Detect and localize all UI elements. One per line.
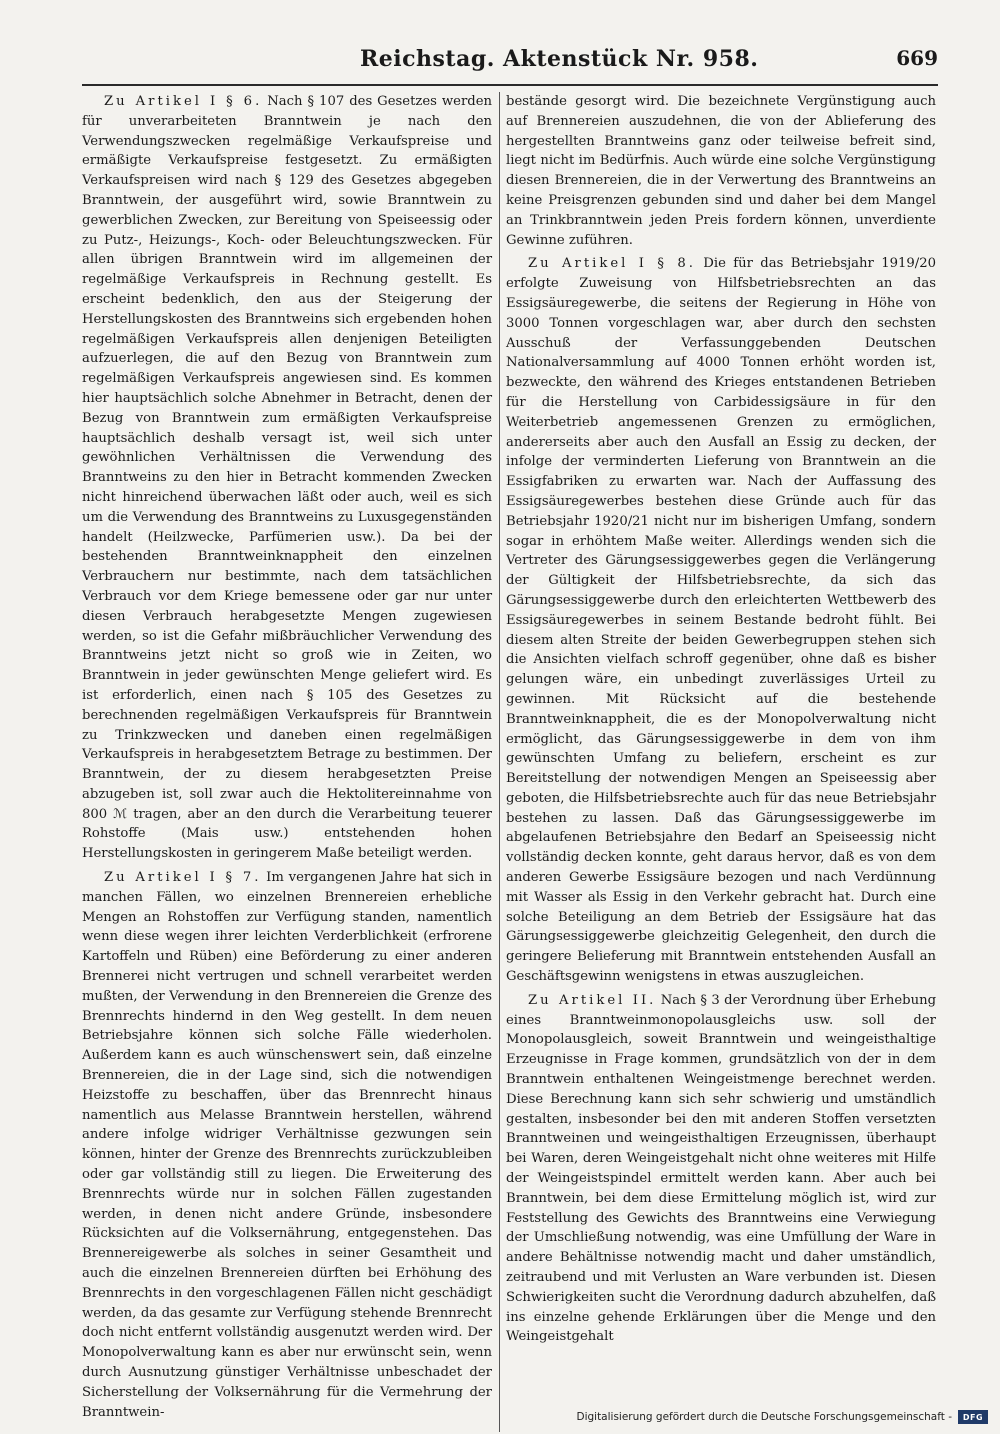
- paragraph-text: Nach § 107 des Gesetzes werden für unverarbeiteten Branntwein je nach den Verwendungszwecken regelmäßige Verkaufspreise und ermäßigte Verkaufspreise festgesetzt. Zu ermäßigten Verkaufspreisen wird nach § 129 des Gesetzes abgegeben Branntwein, der ausgeführt wird, sowie Branntwein zu gewerblichen Zwecken, zur Bereitung von Speiseessig oder zu Putz-, Heizungs-, Koch- oder Beleuchtungszwecken. Für allen übrigen Branntwein wird im allgemeinen der regelmäßige Verkaufspreis in Rechnung gestellt. Es erscheint bedenklich, den aus der Steigerung der Herstellungskosten des Branntweins sich ergebenden hohen regelmäßigen Verkaufspreis allen denjenigen Beteiligten aufzuerlegen, die auf den Bezug von Branntwein zum regelmäßigen Verkaufspreis angewiesen sind. Es kommen hier hauptsächlich solche Abnehmer in Betracht, denen der Bezug von Branntwein zum ermäßigten Verkaufspreise hauptsächlich deshalb versagt ist, weil sich unter gewöhnlichen Verhältnissen die Verwendung des Branntweins zu den hier in Betracht kommenden Zwecken nicht hinreichend überwachen läßt oder auch, weil es sich um die Verwendung des Branntweins zu Luxusgegenständen handelt (Heilzwecke, Parfümerien usw.). Da bei der bestehenden Branntweinknappheit den einzelnen Verbrauchern nur bestimmte, nach dem tatsächlichen Verbrauch vor dem Kriege bemessene oder gar nur unter diesen Verbrauch herabgesetzte Mengen zugewiesen werden, so ist die Gefahr mißbräuchlicher Verwendung des Branntweins jetzt nicht so groß wie in Zeiten, wo Branntwein in jeder gewünschten Menge geliefert wird. Es ist erforderlich, einen nach § 105 des Gesetzes zu berechnenden regelmäßigen Verkaufspreis für Branntwein zu Trinkzwecken und daneben einen regelmäßigen Verkaufspreis in herabgesetztem Betrage zu bestimmen. Der Branntwein, der zu diesem herabgesetzten Preise abzugeben ist, soll zwar auch die Hektolitereinnahme von 800 ℳ tragen, aber an den durch die Verarbeitung teuerer Rohstoffe (Mais usw.) entstehenden hohen Herstellungskosten in geringerem Maße beteiligt werden.: [82, 94, 493, 862]
- paragraph-continuation: bestände gesorgt wird. Die bezeichnete Vergünstigung auch auf Brennereien auszudehnen, die von der Ablieferung des hergestellten Branntweins ganz oder teilweise befreit sind, liegt nicht im Bedürfnis. Auch würde eine solche Vergünstigung diesen Brennereien, die in der Verwertung des Branntweins an keine Preisgrenzen gebunden sind und daher bei dem Mangel an Trinkbranntwein jeden Preis fordern können, unverdiente Gewinne zuführen.: [506, 94, 936, 248]
- page-header: [360, 46, 938, 82]
- footer: [576, 1410, 988, 1424]
- paragraph-lead: Zu Artikel I § 7.: [104, 870, 262, 886]
- paragraph-text: Im vergangenen Jahre hat sich in manchen Fällen, wo einzelnen Brennereien erhebliche Mengen an Rohstoffen zur Verfügung standen, namentlich wenn diese wegen ihrer leichten Verderblichkeit (erfrorene Kartoffeln und Rüben) eine Beförderung zu einer anderen Brennerei nicht vertrugen und schnell verarbeitet werden mußten, der Verwendung in den Brennereien die Grenze des Brennrechts hindernd in den Weg gestellt. In dem neuen Betriebsjahre können sich solche Fälle wiederholen. Außerdem kann es auch wünschenswert sein, daß einzelne Brennereien, die in der Lage sind, sich die notwendigen Heizstoffe zu beschaffen, über das Brennrecht hinaus namentlich aus Melasse Branntwein herstellen, während andere infolge widriger Verhältnisse gezwungen sein können, hinter der Grenze des Brennrechts zurückzubleiben oder gar vollständig still zu liegen. Die Erweiterung des Brennrechts würde nur in solchen Fällen zugestanden werden, in denen nicht andere Gründe, insbesondere Rücksichten auf die Volksernährung, entgegenstehen. Das Brennereigewerbe als solches in seiner Gesamtheit und auch die einzelnen Brennereien dürften bei Erhöhung des Brennrechts in den vorgeschlagenen Fällen nicht geschädigt werden, da das gesamte zur Verfügung stehende Brennrecht doch nicht entfernt vollständig ausgenutzt werden wird. Der Monopolverwaltung kann es aber nur erwünscht sein, wenn durch Ausnutzung günstiger Verhältnisse unbeschadet der Sicherstellung der Volksernährung für die Vermehrung der Branntwein-: [82, 870, 492, 1420]
- paragraph-article-1-8: [506, 254, 936, 986]
- right-column: [506, 92, 937, 1345]
- running-title: Reichstag. Aktenstück Nr. 958.: [360, 46, 759, 72]
- header-rule: [82, 84, 938, 86]
- paragraph-lead: Zu Artikel I § 6.: [104, 94, 263, 109]
- paragraph-text: Die für das Betriebsjahr 1919/20 erfolgte Zuweisung von Hilfsbetriebsrechten an das Essigsäuregewerbe, die seitens der Regierung in Höhe von 3000 Tonnen vorgeschlagen war, aber durch den sechsten Ausschuß der Verfassunggebenden Deutschen Nationalversammlung auf 4000 Tonnen erhöht worden ist, bezweckte, den während des Krieges entstandenen Betrieben für die Herstellung von Carbidessigsäure in für den Weiterbetrieb angemessenen Grenzen zu ermöglichen, andererseits aber auch den Ausfall an Essig zu decken, der infolge der verminderten Lieferung von Branntwein an die Essigfabriken zu erwarten war. Nach der Auffassung des Essigsäuregewerbes bestehen diese Gründe auch für das Betriebsjahr 1920/21 nicht nur im bisherigen Umfang, sondern sogar in erhöhtem Maße weiter. Allerdings wenden sich die Vertreter des Gärungsessiggewerbes gegen die Verlängerung der Gültigkeit der Hilfsbetriebsrechte, da sich das Gärungsessiggewerbe durch den erleichterten Wettbewerb des Essigsäuregewerbes in seinem Bestande bedroht fühlt. Bei diesem alten Streite der beiden Gewerbegruppen stehen sich die Ansichten vielfach schroff gegenüber, ohne daß es bisher gelungen wäre, ein unbedingt zuverlässiges Urteil zu gewinnen. Mit Rücksicht auf die bestehende Branntweinknappheit, die es der Monopolverwaltung nicht ermöglicht, das Gärungsessiggewerbe in dem von ihm gewünschten Umfang zu beliefern, erscheint es zur Bereitstellung der notwendigen Mengen an Speiseessig aber geboten, die Hilfsbetriebsrechte auch für das neue Betriebsjahr bestehen zu lassen. Daß das Gärungsessiggewerbe im abgelaufenen Betriebsjahre den Bedarf an Speiseessig nicht vollständig decken konnte, geht daraus hervor, daß es von dem anderen Gewerbe Essigsäure bezogen und nach Verdünnung mit Wasser als Essig in den Verkehr gebracht hat. Durch eine solche Beteiligung an dem Betrieb der Essigsäure hat das Gärungsessiggewerbe gleichzeitig Gelegenheit, den durch die geringere Belieferung mit Branntwein entstehenden Ausfall an Geschäftsgewinn wenigstens in etwas auszugleichen.: [506, 256, 936, 985]
- dfg-logo: DFG: [958, 1410, 988, 1424]
- page-number: 669: [896, 46, 938, 70]
- paragraph-article-1-6: [82, 92, 492, 864]
- paragraph-article-2: [506, 991, 936, 1347]
- digitization-credit: Digitalisierung gefördert durch die Deutsche Forschungsgemeinschaft -: [576, 1411, 952, 1423]
- paragraph-article-1-7: [82, 868, 492, 1422]
- column-divider: [499, 92, 500, 1432]
- paragraph-lead: Zu Artikel I § 8.: [528, 256, 696, 272]
- paragraph-text: Nach § 3 der Verordnung über Erhebung eines Branntweinmonopolausgleichs usw. soll der Monopolausgleich, soweit Branntwein und weingeisthaltige Erzeugnisse in Frage kommen, grundsätzlich von der in dem Branntwein enthaltenen Weingeistmenge berechnet werden. Diese Berechnung kann sich sehr schwierig und umständlich gestalten, insbesonder bei den mit anderen Stoffen versetzten Branntweinen und weingeisthaltigen Erzeugnissen, überhaupt bei Waren, deren Weingeistgehalt nicht ohne weiteres mit Hilfe der Weingeistspindel ermittelt werden kann. Aber auch bei Branntwein, bei dem diese Ermittelung möglich ist, wird zur Feststellung des Gewichts des Branntweins eine Verwiegung der Umschließung notwendig, was eine Umfüllung der Ware in andere Behältnisse notwendig macht und daher umständlich, zeitraubend und mit Verlusten an Ware verbunden ist. Diesen Schwierigkeiten sucht die Verordnung dadurch abzuhelfen, daß ins einzelne gehende Erklärungen über die Menge und den Weingeistgehalt: [506, 992, 937, 1345]
- paragraph-lead: Zu Artikel II.: [528, 992, 657, 1008]
- left-column: [82, 92, 493, 1420]
